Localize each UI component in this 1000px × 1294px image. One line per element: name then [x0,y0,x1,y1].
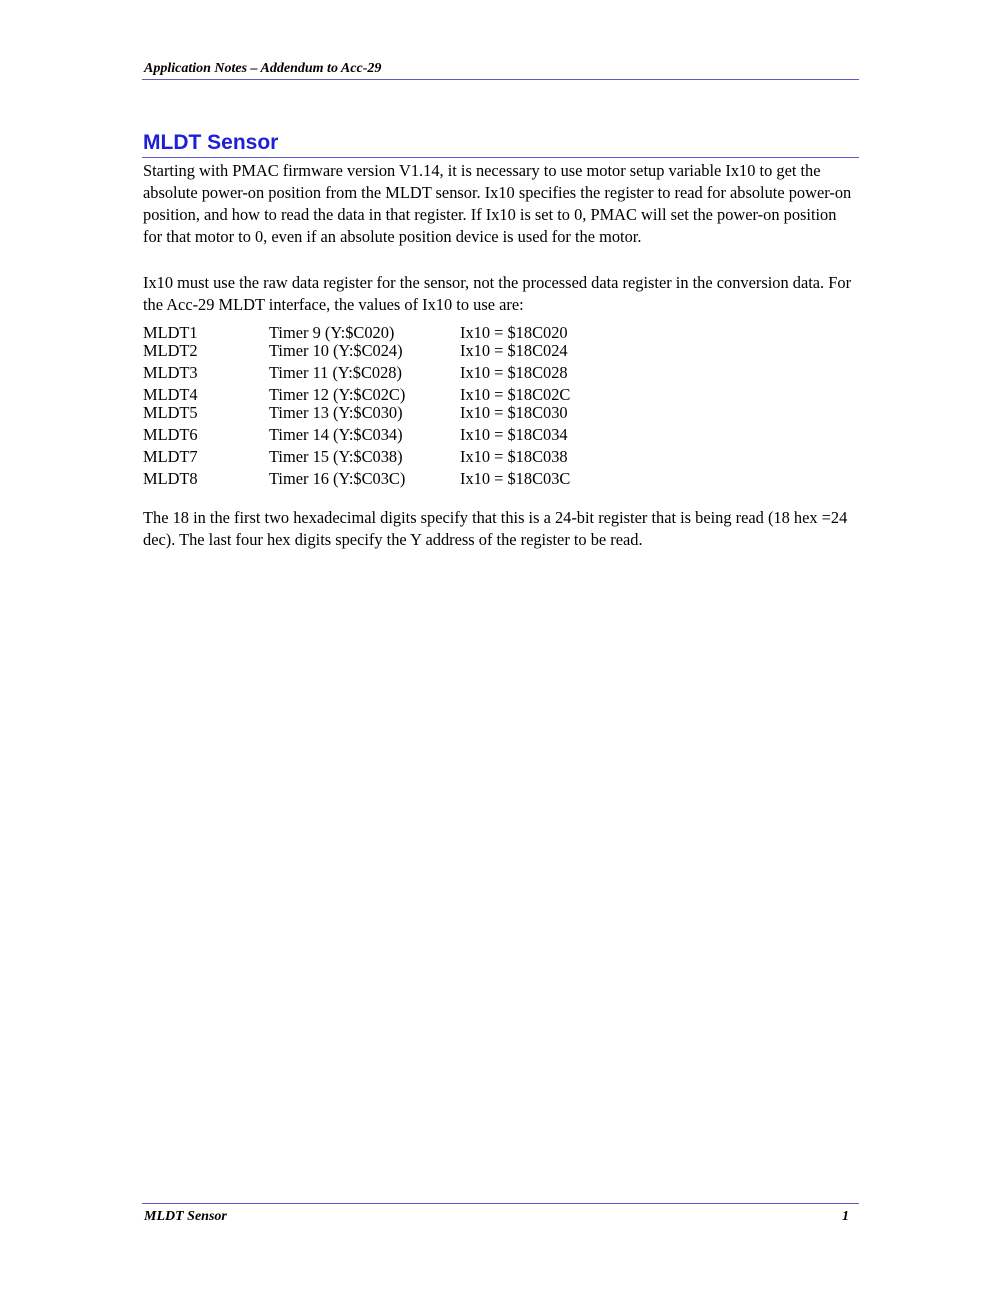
sensor-cell: MLDT7 [143,447,198,466]
value-cell: Ix10 = $18C024 [460,341,568,360]
timer-cell: Timer 9 (Y:$C020) [269,323,395,342]
table-row [143,324,643,342]
timer-cell: Timer 12 (Y:$C02C) [269,385,406,404]
page-number: 1 [842,1209,849,1224]
table-row [143,342,643,364]
table-row [143,426,643,448]
sensor-cell: MLDT2 [143,341,198,360]
table-row [143,448,643,470]
sensor-cell: MLDT5 [143,403,198,422]
value-cell: Ix10 = $18C02C [460,385,571,404]
timer-cell: Timer 10 (Y:$C024) [269,341,403,360]
table-row [143,470,643,492]
table-row [143,404,643,426]
value-cell: Ix10 = $18C030 [460,403,568,422]
value-cell: Ix10 = $18C028 [460,363,568,382]
sensor-cell: MLDT6 [143,425,198,444]
timer-cell: Timer 14 (Y:$C034) [269,425,403,444]
sensor-cell: MLDT8 [143,469,198,488]
intro-paragraph: Starting with PMAC firmware version V1.14, it is necessary to use motor setup variable Ix10 to get the absolute power-on position from the MLDT sensor. Ix10 specifies the register to read for absolute power-on position, and how to read the data in that register. If Ix10 is set to 0, PMAC will set the power-on position for that motor to 0, even if an absolute position device is used for the motor. [143,161,852,246]
value-cell: Ix10 = $18C020 [460,323,568,342]
page-footer [142,1203,859,1224]
hex-explanation-paragraph: The 18 in the first two hexadecimal digits specify that this is a 24-bit register that is being read (18 hex =24 dec). The last four hex digits specify the Y address of the register to be read. [143,508,848,549]
title-divider [142,157,859,158]
mldt-register-table [143,324,643,492]
raw-register-paragraph: Ix10 must use the raw data register for the sensor, not the processed data register in the conversion data. For the Acc-29 MLDT interface, the values of Ix10 to use are: [143,273,852,314]
header-title: Application Notes – Addendum to Acc-29 [144,61,382,76]
footer-section-title: MLDT Sensor [144,1209,227,1224]
sensor-cell: MLDT3 [143,363,198,382]
value-cell: Ix10 = $18C03C [460,469,571,488]
timer-cell: Timer 16 (Y:$C03C) [269,469,406,488]
section-title: MLDT Sensor [143,131,279,154]
timer-cell: Timer 13 (Y:$C030) [269,403,403,422]
page-header [142,60,859,80]
sensor-cell: MLDT4 [143,385,198,404]
table-row [143,364,643,386]
value-cell: Ix10 = $18C038 [460,447,568,466]
value-cell: Ix10 = $18C034 [460,425,568,444]
sensor-cell: MLDT1 [143,323,198,342]
timer-cell: Timer 15 (Y:$C038) [269,447,403,466]
timer-cell: Timer 11 (Y:$C028) [269,363,402,382]
table-row [143,386,643,404]
